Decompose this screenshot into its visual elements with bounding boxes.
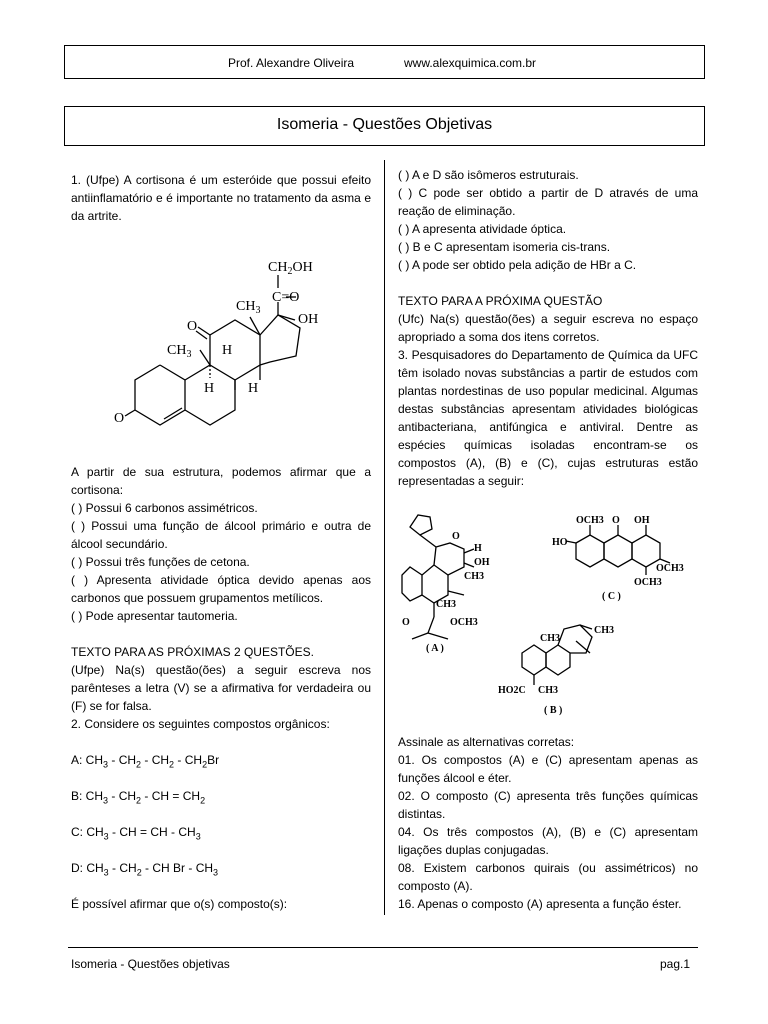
compound-d: D: $CH_3 - CH_2$ - CH Br - $CH_3$: [71, 861, 219, 878]
q1-item-4: ( ) Apresenta atividade óptica devido apenas aos carbonos que possuem grupamentos metílicos.: [71, 573, 371, 605]
title-box: [64, 106, 705, 146]
q1-item-3: ( ) Possui três funções de cetona.: [71, 555, 250, 569]
q2-instructions: (Ufpe) Na(s) questão(ões) a seguir escreva nos parênteses a letra (V) se a afirmativa for verdadeira ou (F) se for falsa.: [71, 663, 371, 713]
compounds-figure: [398, 503, 698, 721]
cortisone-h-label-3: H: [248, 381, 259, 396]
compound-a-oh: OH: [474, 557, 490, 568]
compound-c-ho: HO: [552, 537, 568, 548]
compound-c-o: O: [612, 515, 620, 526]
q1-item-2: ( ) Possui uma função de álcool primário e outra de álcool secundário.: [71, 519, 371, 551]
cortisone-ring-a-ketone-o: O: [114, 411, 125, 426]
compound-b-label: ( B ): [544, 705, 563, 716]
cortisone-h-label-2: H: [204, 381, 215, 396]
question-2-ask: É possível afirmar que o(s) composto(s):: [71, 897, 288, 911]
compound-a-o-ester: O: [402, 617, 410, 628]
column-divider: [384, 160, 385, 915]
left-column-top: [71, 171, 371, 225]
question-2-stem: 2. Considere os seguintes compostos orgânicos:: [71, 717, 330, 731]
compound-c: C: $CH_3$ - CH = CH - $CH_3$: [71, 825, 201, 842]
cortisone-structure: [100, 250, 360, 435]
website-link[interactable]: www.alexquimica.com.br: [404, 56, 537, 70]
compound-c-och3-2: OCH3: [656, 563, 684, 574]
footer-title: Isomeria - Questões objetivas: [71, 957, 230, 971]
page-header: [64, 45, 705, 79]
q3-ask: Assinale as alternativas corretas:: [398, 735, 575, 749]
compound-b: B: $CH_3 - CH_2$ - CH = $CH_2$: [71, 789, 206, 806]
compound-c-oh-1: OH: [634, 515, 650, 526]
author: Prof. Alexandre Oliveira: [228, 56, 355, 70]
q3-item-16: 16. Apenas o composto (A) apresenta a função éster.: [398, 897, 682, 911]
compound-c-och3-3: OCH3: [634, 577, 662, 588]
q2-item-2: ( ) C pode ser obtido a partir de D através de uma reação de eliminação.: [398, 186, 698, 218]
footer-rule: [68, 947, 698, 948]
compound-a-label: ( A ): [426, 643, 444, 654]
compound-c-och3-1: OCH3: [576, 515, 604, 526]
question-1-stem: A partir de sua estrutura, podemos afirmar que a cortisona:: [71, 465, 371, 497]
compound-b-ch3-1: CH3: [540, 633, 560, 644]
q3-item-02: 02. O composto (C) apresenta três funções químicas distintas.: [398, 789, 698, 821]
page-title: Isomeria - Questões Objetivas: [276, 116, 493, 133]
cortisone-ch3-label-a: $CH_3$: [236, 299, 261, 316]
compound-a-h: H: [474, 543, 482, 554]
compound-b-ho2c: HO2C: [498, 685, 526, 696]
q2-item-3: ( ) A apresenta atividade óptica.: [398, 222, 567, 236]
cortisone-ch3-label-b: $CH_3$: [167, 343, 192, 360]
q3-section-header: TEXTO PARA A PRÓXIMA QUESTÃO: [398, 294, 603, 308]
q2-item-5: ( ) A pode ser obtido pela adição de HBr a C.: [398, 258, 637, 272]
compound-a-o-ring: O: [452, 531, 460, 542]
q3-item-08: 08. Existem carbonos quirais (ou assimétricos) no composto (A).: [398, 861, 698, 893]
compound-a-ch3-1: CH3: [464, 571, 484, 582]
question-1-body: [71, 463, 371, 733]
compound-a: A: $CH_3 - CH_2 - CH_2 - CH_2Br$: [71, 753, 220, 770]
q2-item-4: ( ) B e C apresentam isomeria cis-trans.: [398, 240, 611, 254]
cortisone-ketone-o: O: [187, 319, 198, 334]
q3-item-01: 01. Os compostos (A) e (C) apresentam apenas as funções álcool e éter.: [398, 753, 698, 785]
cortisone-oh-label: OH: [298, 312, 319, 327]
q2-section-header: TEXTO PARA AS PRÓXIMAS 2 QUESTÕES.: [71, 645, 314, 659]
compound-c-label: ( C ): [602, 591, 621, 602]
compound-b-ch3-2: CH3: [594, 625, 614, 636]
compound-a-ch3-2: CH3: [436, 599, 456, 610]
q3-item-04: 04. Os três compostos (A), (B) e (C) apresentam ligações duplas conjugadas.: [398, 825, 698, 857]
q3-instructions: (Ufc) Na(s) questão(ões) a seguir escreva no espaço apropriado a soma dos itens corretos.: [398, 312, 698, 344]
cortisone-h-label-1: H: [222, 343, 233, 358]
compound-b-ch3-3: CH3: [538, 685, 558, 696]
q1-item-1: ( ) Possui 6 carbonos assimétricos.: [71, 501, 258, 515]
q1-item-5: ( ) Pode apresentar tautomeria.: [71, 609, 238, 623]
right-column-top: [398, 166, 698, 490]
cortisone-co-label: C=O: [272, 290, 300, 305]
question-3-options: [398, 733, 698, 913]
question-3-text: 3. Pesquisadores do Departamento de Química da UFC têm isolado novas substâncias a partir de estudos com plantas nordestinas de uso popular medicinal. Algumas destas substâncias apresentam atividades biológicas antibacteriana, antifúngica e antiviral. Dentre as espécies químicas isoladas encontram-se os compostos (A), (B) e (C), cujas estruturas estão representadas a seguir:: [398, 348, 698, 488]
compound-a-och3: OCH3: [450, 617, 478, 628]
page-number: pag.1: [659, 957, 690, 971]
question-1-intro: 1. (Ufpe) A cortisona é um esteróide que possui efeito antiinflamatório e é importante no tratamento da asma e da artrite.: [71, 173, 371, 223]
q2-item-1: ( ) A e D são isômeros estruturais.: [398, 168, 579, 182]
cortisone-ch2oh-label: $CH_2OH$: [268, 260, 313, 277]
